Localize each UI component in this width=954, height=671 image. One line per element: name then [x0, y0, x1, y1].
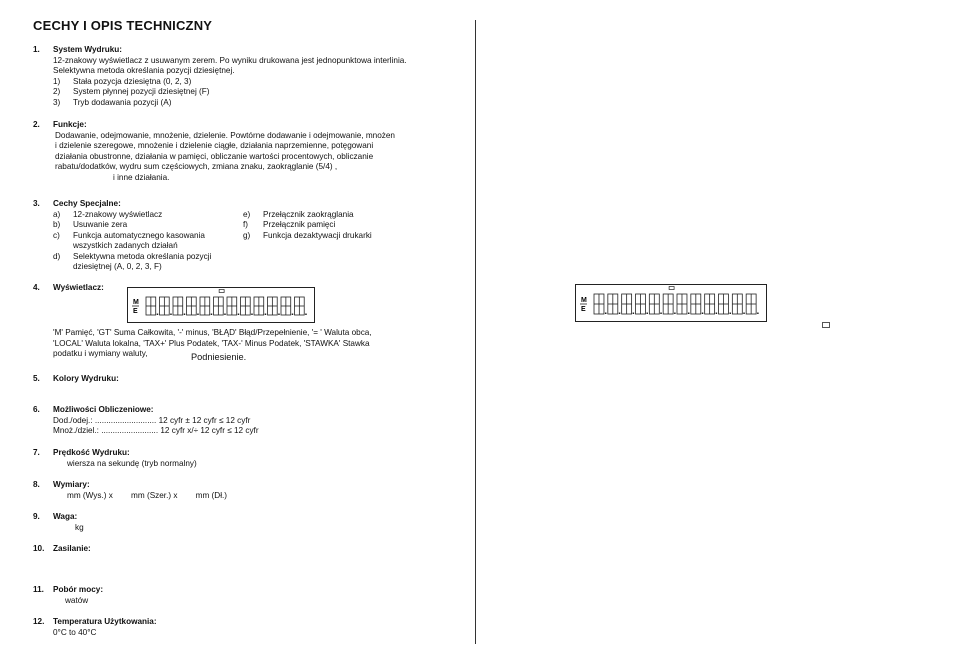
section-heading: Cechy Specjalne:: [53, 199, 121, 208]
list-item: d) Selektywna metoda określania pozycji: [53, 251, 212, 261]
lcd-digit: [268, 297, 280, 315]
lcd-digit: [636, 294, 648, 314]
list-item: g) Funkcja dezaktywacji drukarki: [243, 230, 372, 240]
section-number: 12.: [33, 617, 45, 626]
lcd-digit: [663, 294, 675, 314]
list-item: 3) Tryb dodawania pozycji (A): [53, 97, 172, 107]
text-line: 'LOCAL' Waluta lokalna, 'TAX+' Plus Podatek, 'TAX-' Minus Podatek, 'STAWKA' Stawka: [53, 338, 370, 348]
section-heading: Funkcje:: [53, 120, 87, 129]
section-heading: Pobór mocy:: [53, 585, 104, 594]
section-heading: Zasilanie:: [53, 544, 91, 553]
section-heading: Wymiary:: [53, 480, 90, 489]
lcd-digit: [187, 297, 199, 315]
list-item: 1) Stała pozycja dziesiętna (0, 2, 3): [53, 76, 192, 86]
lcd-digit: [173, 297, 185, 315]
list-item: dziesiętnej (A, 0, 2, 3, F): [73, 262, 162, 271]
lcd-error-label: E: [581, 306, 586, 313]
text-line: rabatu/dodatków, wydru sum częściowych, zmiana znaku, zaokrąglanie (5/4) ,: [55, 162, 338, 171]
list-item: 2) System płynnej pozycji dziesiętnej (F): [53, 87, 210, 96]
section-number: 11.: [33, 585, 44, 594]
section-number: 3.: [33, 199, 40, 208]
column-divider: [475, 20, 476, 644]
section-heading: Prędkość Wydruku:: [53, 448, 130, 457]
lcd-digit: [705, 294, 717, 314]
section-heading: Wyświetlacz:: [53, 283, 104, 292]
text-line: kg: [75, 522, 84, 532]
lcd-digit: [649, 294, 661, 314]
lcd-digit: [691, 294, 703, 314]
section-heading: Waga:: [53, 512, 78, 521]
lcd-digit: [281, 297, 293, 315]
lcd-digit: [200, 297, 212, 315]
section-number: 2.: [33, 120, 40, 129]
lcd-svg: [128, 288, 314, 322]
section-heading: System Wydruku:: [53, 45, 123, 54]
lcd-digit: [146, 297, 158, 315]
text-line: 'M' Pamięć, 'GT' Suma Całkowita, '-' minus, 'BŁĄD' Błąd/Przepełnienie, '= ' Waluta obca,: [53, 328, 372, 337]
lcd-digit: [719, 294, 731, 314]
list-item: wszystkich zadanych działań: [73, 241, 178, 250]
section-number: 10.: [33, 544, 45, 553]
text-line: i inne działania.: [113, 172, 170, 182]
lcd-digit: [622, 294, 634, 314]
text-line: i dzielenie szeregowe, mnożenie i dzielenie ciągłe, działania naprzemienne, potęgowani: [55, 141, 374, 150]
section-heading: Temperatura Użytkowania:: [53, 617, 157, 626]
lcd-digit: [608, 294, 620, 314]
text-line: Mnoż./dziel.: ......................... 12 cyfr x/÷ 12 cyfr ≤ 12 cyfr: [53, 426, 259, 435]
section-number: 7.: [33, 448, 40, 457]
lcd-digit: [677, 294, 689, 314]
lcd-indicator-icon: [219, 290, 224, 293]
text-line: wiersza na sekundę (tryb normalny): [67, 458, 197, 468]
list-item: b) Usuwanie zera: [53, 220, 128, 229]
lcd-digit: [295, 297, 307, 315]
section-number: 4.: [33, 283, 40, 292]
lcd-digit: [732, 294, 744, 314]
section-heading: Możliwości Obliczeniowe:: [53, 405, 154, 414]
lcd-digit: [227, 297, 239, 315]
lcd-error-label: E: [133, 308, 138, 315]
text-line: 12-znakowy wyświetlacz z usuwanym zerem. Po wyniku drukowana jest jednopunktowa interlinia.: [53, 55, 407, 65]
text-line: 0°C to 40°C: [53, 627, 97, 637]
section-number: 5.: [33, 374, 40, 383]
text-line: Selektywna metoda określania pozycji dziesiętnej.: [53, 66, 235, 75]
text-line: podatku i wymiany waluty,: [53, 349, 148, 358]
list-item: f) Przełącznik pamięci: [243, 220, 336, 229]
text-line: Dod./odej.: ........................... 12 cyfr ± 12 cyfr ≤ 12 cyfr: [53, 415, 251, 425]
section-number: 6.: [33, 405, 40, 414]
section-number: 9.: [33, 512, 40, 521]
lcd-indicator-icon: [669, 287, 674, 290]
small-mark-icon: [822, 322, 830, 328]
page-title: CECHY I OPIS TECHNICZNY: [33, 18, 213, 33]
lcd-memory-label: M: [133, 299, 139, 306]
lcd-svg: [576, 285, 766, 321]
text-line: Dodawanie, odejmowanie, mnożenie, dzielenie. Powtórne dodawanie i odejmowanie, mnożen: [55, 130, 395, 140]
lcd-digit: [254, 297, 266, 315]
list-item: e) Przełącznik zaokrąglania: [243, 209, 354, 219]
lcd-memory-label: M: [581, 297, 587, 304]
list-item: c) Funkcja automatycznego kasowania: [53, 230, 205, 240]
section-number: 8.: [33, 480, 40, 489]
list-item: a) 12-znakowy wyświetlacz: [53, 209, 163, 219]
text-line: działania obustronne, działania w pamięci, obliczanie wartości procentowych, obliczanie: [55, 151, 374, 161]
text-line: mm (Wys.) x mm (Szer.) x mm (Dł.): [67, 490, 228, 500]
text-line: Podniesienie.: [191, 352, 247, 362]
text-line: watów: [65, 595, 89, 605]
lcd-display-illustration: [127, 287, 315, 323]
lcd-digit: [746, 294, 758, 314]
lcd-digit: [214, 297, 226, 315]
section-heading: Kolory Wydruku:: [53, 374, 119, 383]
lcd-display-illustration-right: [575, 284, 767, 322]
lcd-digit: [160, 297, 172, 315]
lcd-digit: [241, 297, 253, 315]
section-number: 1.: [33, 45, 40, 54]
lcd-digit: [594, 294, 606, 314]
